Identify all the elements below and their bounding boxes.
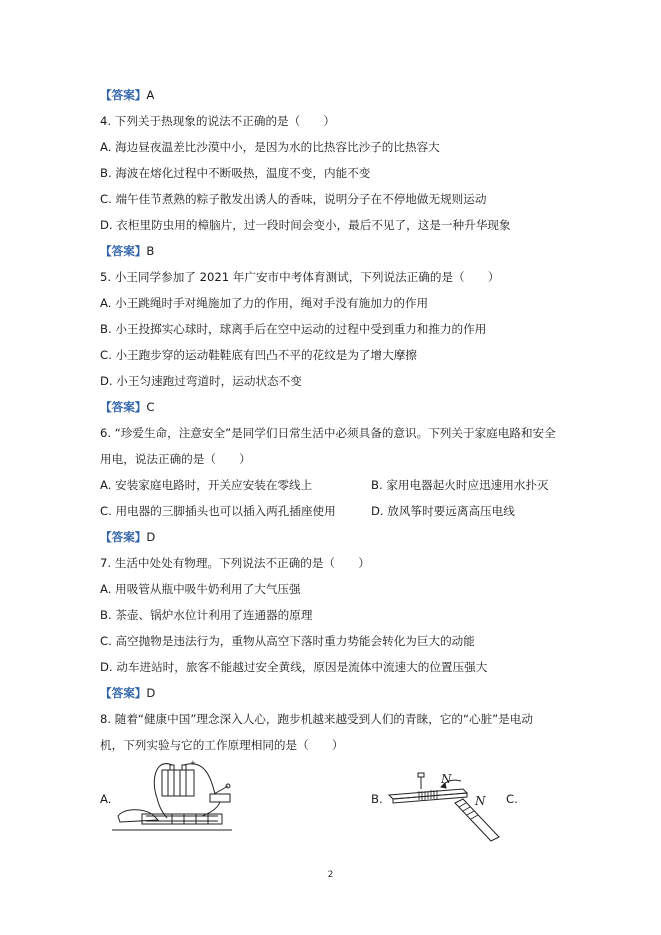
q7-option-d: D. 动车进站时，旅客不能越过安全黄线，原因是流体中流速大的位置压强大 <box>100 660 488 674</box>
answer-value: D <box>146 686 156 700</box>
answer-value: D <box>146 530 156 544</box>
answer-tag: 【答案】 <box>100 88 147 102</box>
q7-option-c: C. 高空抛物是违法行为，重物从高空下落时重力势能会转化为巨大的动能 <box>100 634 475 648</box>
q8-figure-c-label: C. <box>506 792 518 806</box>
q4-option-a: A. 海边昼夜温差比沙漠中小，是因为水的比热容比沙子的比热容大 <box>100 140 440 154</box>
answer-value: A <box>146 88 155 102</box>
q5-stem: 5. 小王同学参加了 2021 年广安市中考体育测试，下列说法正确的是（ ） <box>100 270 500 284</box>
q5-option-a: A. 小王跳绳时手对绳施加了力的作用，绳对手没有施加力的作用 <box>100 296 429 310</box>
q7-stem: 7. 生活中处处有物理。下列说法不正确的是（ ） <box>100 556 370 570</box>
north-pole-label-2: N <box>475 794 486 808</box>
q7-option-a: A. 用吸管从瓶中吸牛奶利用了大气压强 <box>100 582 301 596</box>
q3-answer <box>100 87 154 103</box>
q8-stem-line2: 机，下列实验与它的工作原理相同的是（ ） <box>100 738 344 752</box>
q8-figure-a <box>112 758 242 838</box>
q4-option-d: D. 衣柜里防虫用的樟脑片，过一段时间会变小，最后不见了，这是一种升华现象 <box>100 218 511 232</box>
q6-option-c: C. 用电器的三脚插头也可以插入两孔插座使用 <box>100 504 336 518</box>
q6-stem-line1: 6. “珍爱生命，注意安全”是同学们日常生活中必须具备的意识。下列关于家庭电路和安全 <box>100 426 556 440</box>
q6-option-b: B. 家用电器起火时应迅速用水扑灭 <box>371 478 549 492</box>
q5-answer <box>100 399 155 415</box>
q7-answer <box>100 685 155 701</box>
north-pole-label-1: N <box>441 772 452 786</box>
answer-tag: 【答案】 <box>100 686 147 700</box>
q5-option-d: D. 小王匀速跑过弯道时，运动状态不变 <box>100 374 302 388</box>
switch-icon <box>210 794 230 802</box>
q6-option-d: D. 放风筝时要远离高压电线 <box>371 504 515 518</box>
page-number: 2 <box>327 870 334 880</box>
q6-stem-line2: 用电，说法正确的是（ ） <box>100 452 251 466</box>
q4-stem: 4. 下列关于热现象的说法不正确的是（ ） <box>100 114 336 128</box>
q6-answer <box>100 529 155 545</box>
answer-value: B <box>146 244 155 258</box>
answer-value: C <box>146 400 155 414</box>
q8-stem-line1: 8. 随着“健康中国”理念深入人心，跑步机越来越受到人们的青睐，它的“心脏”是电动 <box>100 712 533 726</box>
q4-option-c: C. 端午佳节煮熟的粽子散发出诱人的香味，说明分子在不停地做无规则运动 <box>100 192 487 206</box>
answer-tag: 【答案】 <box>100 244 147 258</box>
q4-answer <box>100 243 154 259</box>
svg-text:+: + <box>190 759 196 767</box>
q5-option-c: C. 小王跑步穿的运动鞋鞋底有凹凸不平的花纹是为了增大摩擦 <box>100 348 417 362</box>
q7-option-b: B. 茶壶、锅炉水位计利用了连通器的原理 <box>100 608 313 622</box>
q8-figure-b-label: B. <box>371 792 383 806</box>
answer-tag: 【答案】 <box>100 530 147 544</box>
q5-option-b: B. 小王投掷实心球时，球离手后在空中运动的过程中受到重力和推力的作用 <box>100 322 487 336</box>
q6-option-a: A. 安装家庭电路时，开关应安装在零线上 <box>100 478 313 492</box>
q4-option-b: B. 海波在熔化过程中不断吸热，温度不变，内能不变 <box>100 166 371 180</box>
q8-figure-a-label: A. <box>100 792 112 806</box>
q8-figure-b <box>383 763 501 845</box>
answer-tag: 【答案】 <box>100 400 147 414</box>
battery-icon <box>162 770 194 796</box>
